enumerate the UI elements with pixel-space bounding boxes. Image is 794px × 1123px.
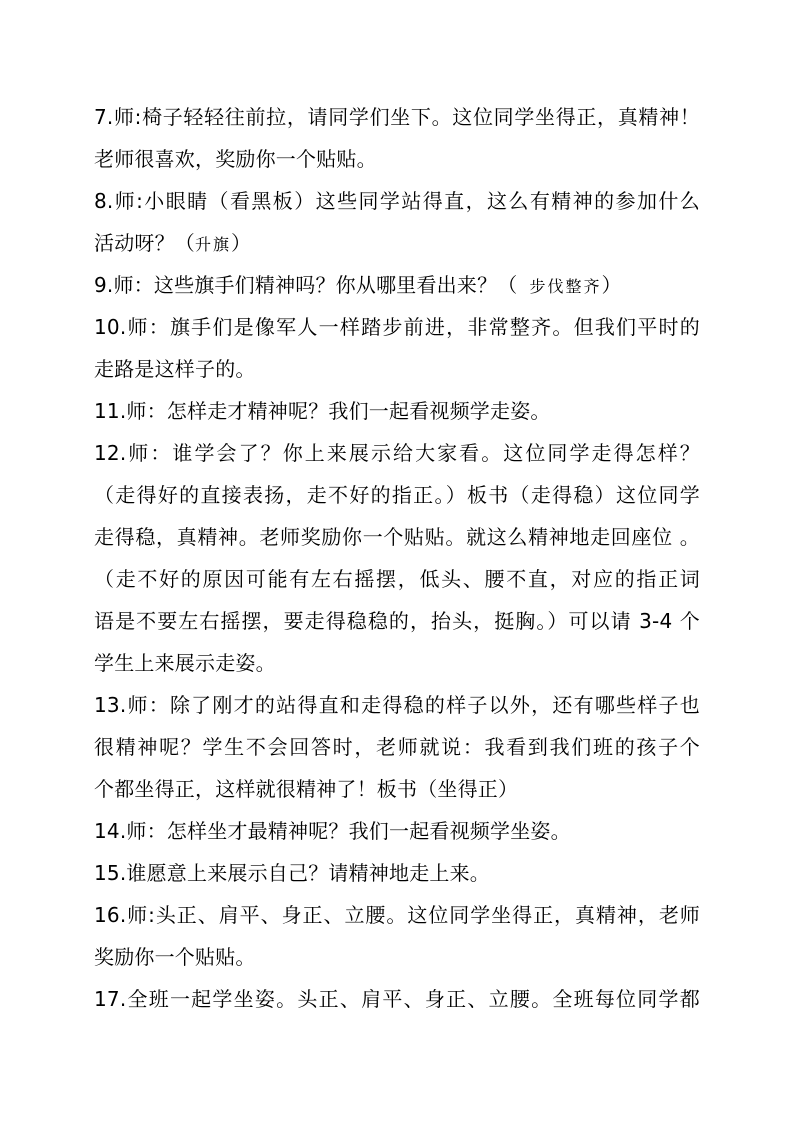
paragraph-line-11: 走得稳，真精神。老师奖励你一个贴贴。就这么精神地走回座位 。 <box>94 525 700 549</box>
line-4-prefix: 活动呀？（ <box>94 231 195 255</box>
paragraph-line-9: 12.师：谁学会了？你上来展示给大家看。这位同学走得怎样？ <box>94 441 700 465</box>
paragraph-line-12: （走不好的原因可能有左右摇摆，低头、腰不直，对应的指正词 <box>94 567 700 591</box>
paragraph-line-17: 个都坐得正，这样就很精神了！板书（坐得正） <box>94 777 519 801</box>
paragraph-line-7: 走路是这样子的。 <box>94 357 256 381</box>
paragraph-line-1: 7.师:椅子轻轻往前拉，请同学们坐下。这位同学坐得正，真精神！ <box>94 105 700 129</box>
paragraph-line-20: 16.师:头正、肩平、身正、立腰。这位同学坐得正，真精神，老师 <box>94 903 700 927</box>
handwritten-answer-raise-flag: 升旗 <box>195 235 232 254</box>
handwritten-answer-steps-neat: 步伐整齐 <box>529 277 602 296</box>
paragraph-line-22: 17.全班一起学坐姿。头正、肩平、身正、立腰。全班每位同学都 <box>94 987 700 1011</box>
paragraph-line-14: 学生上来展示走姿。 <box>94 651 276 675</box>
line-5-suffix: ） <box>601 273 622 297</box>
paragraph-line-19: 15.谁愿意上来展示自己？请精神地走上来。 <box>94 861 491 885</box>
paragraph-line-13: 语是不要左右摇摆，要走得稳稳的，抬头，挺胸。）可以请 3-4 个 <box>94 609 700 633</box>
paragraph-line-8: 11.师：怎样走才精神呢？我们一起看视频学走姿。 <box>94 399 551 423</box>
paragraph-line-5 <box>94 271 622 301</box>
paragraph-line-2: 老师很喜欢，奖励你一个贴贴。 <box>94 147 377 171</box>
paragraph-line-3: 8.师:小眼睛（看黑板）这些同学站得直，这么有精神的参加什么 <box>94 189 700 213</box>
paragraph-line-15: 13.师：除了刚才的站得直和走得稳的样子以外，还有哪些样子也 <box>94 693 700 717</box>
line-4-suffix: ） <box>231 231 252 255</box>
paragraph-line-6: 10.师：旗手们是像军人一样踏步前进，非常整齐。但我们平时的 <box>94 315 700 339</box>
paragraph-line-16: 很精神呢？学生不会回答时，老师就说：我看到我们班的孩子个 <box>94 735 700 759</box>
paragraph-line-18: 14.师：怎样坐才最精神呢？我们一起看视频学坐姿。 <box>94 819 571 843</box>
line-5-text: 9.师：这些旗手们精神吗？你从哪里看出来？（ <box>94 273 518 297</box>
paragraph-line-10: （走得好的直接表扬，走不好的指正。）板书（走得稳）这位同学 <box>94 483 700 507</box>
paragraph-line-21: 奖励你一个贴贴。 <box>94 945 256 969</box>
paragraph-line-4 <box>94 229 251 259</box>
